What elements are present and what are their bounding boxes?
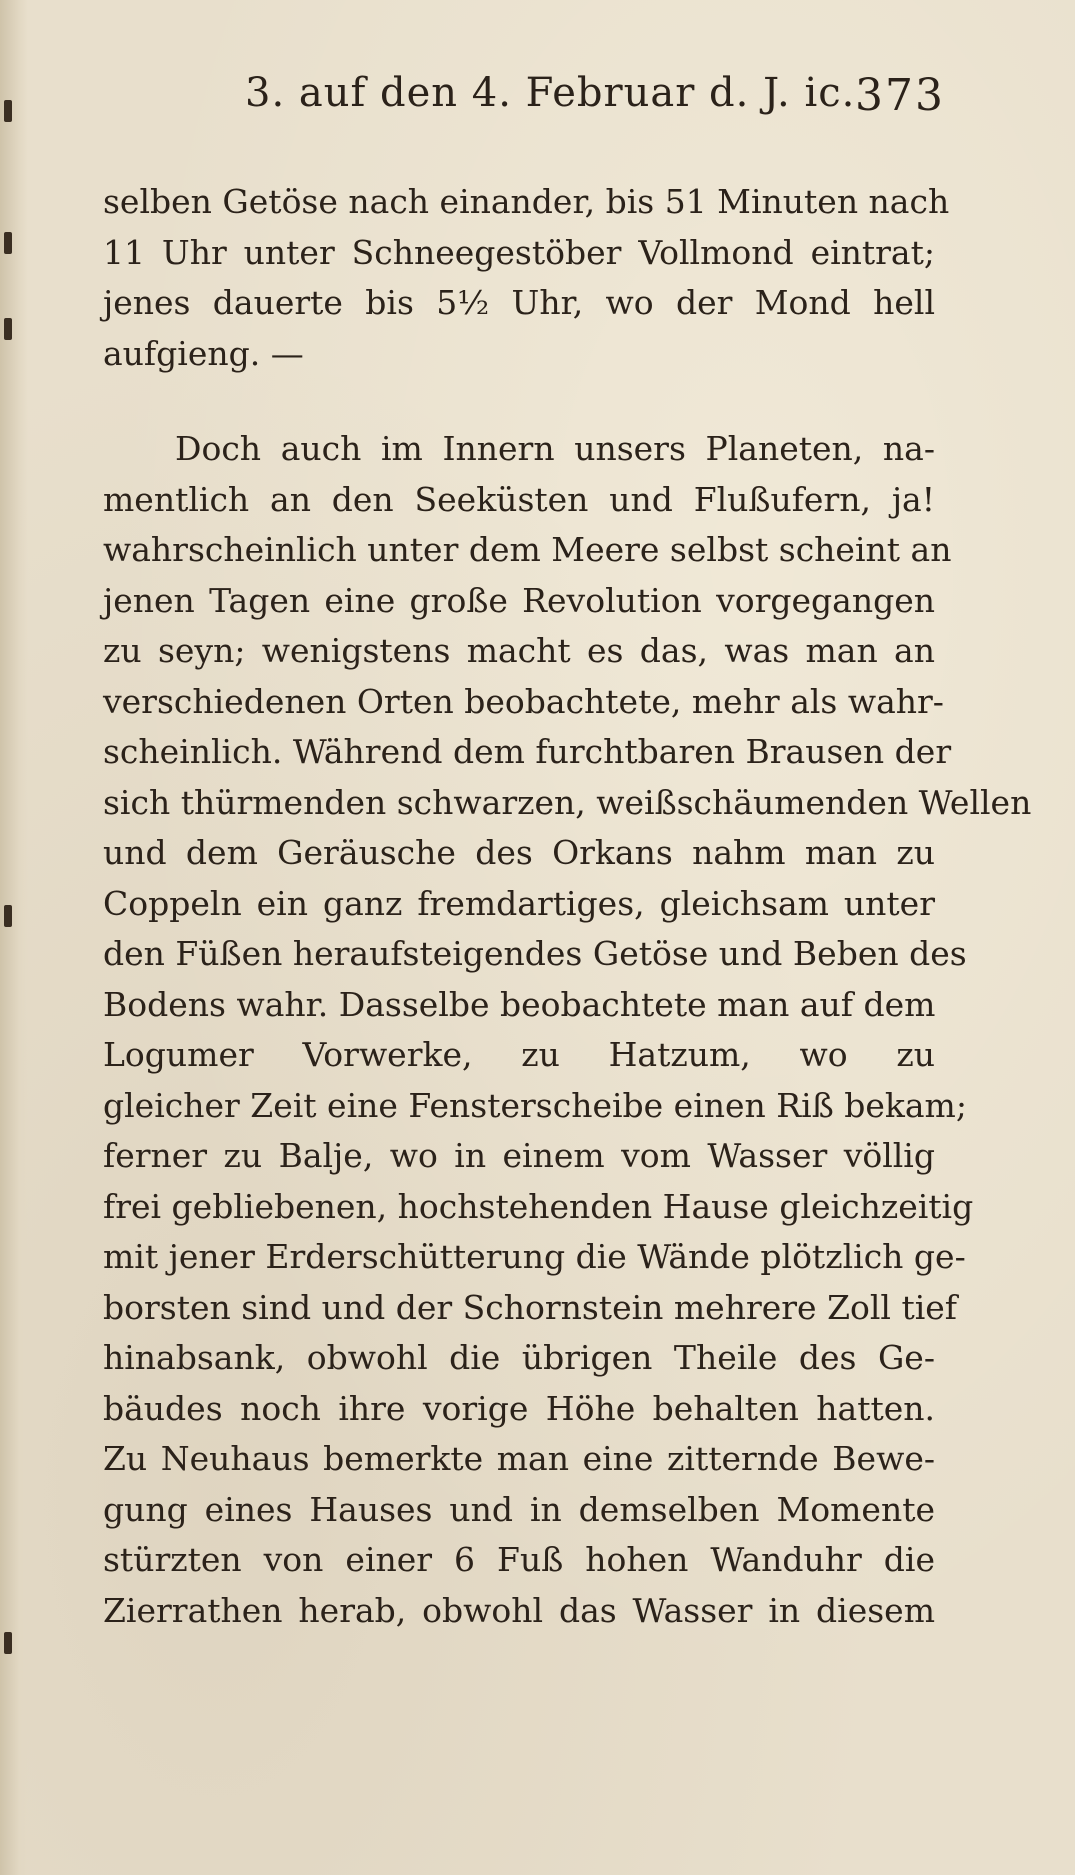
- binding-stitch: [4, 905, 12, 927]
- text-line: Logumer Vorwerke, zu Hatzum, wo zu: [103, 1035, 935, 1074]
- text-line: und dem Geräusche des Orkans nahm man zu: [103, 833, 935, 872]
- text-line: mentlich an den Seeküsten und Flußufern, ja!: [103, 479, 935, 519]
- text-line: Zu Neuhaus bemerkte man eine zitternde Bewe-: [103, 1439, 935, 1478]
- text-line: wahrscheinlich unter dem Meere selbst scheint an: [103, 530, 952, 569]
- page-number: 373: [855, 70, 945, 121]
- text-line: gleicher Zeit eine Fensterscheibe einen Riß bekam;: [103, 1085, 967, 1125]
- text-line: jenen Tagen eine große Revolution vorgegangen: [103, 580, 935, 620]
- text-line: stürzten von einer 6 Fuß hohen Wanduhr die: [103, 1540, 935, 1579]
- text-line: jenes dauerte bis 5½ Uhr, wo der Mond hell: [103, 283, 935, 322]
- text-line: hinabsank, obwohl die übrigen Theile des Ge-: [103, 1338, 935, 1377]
- binding-stitch: [4, 1632, 12, 1654]
- paragraph-gap: [103, 379, 935, 424]
- text-line: den Füßen heraufsteigendes Getöse und Beben des: [103, 934, 967, 973]
- text-line: aufgieng. —: [103, 333, 304, 373]
- text-line: gung eines Hauses und in demselben Momente: [103, 1489, 935, 1529]
- text-line: Coppeln ein ganz fremdartiges, gleichsam unter: [103, 883, 935, 923]
- binding-stitch: [4, 318, 12, 340]
- running-head: 3. auf den 4. Februar d. J. ic.: [245, 70, 856, 116]
- page-header: [245, 70, 945, 130]
- text-line: bäudes noch ihre vorige Höhe behalten hatten.: [103, 1388, 935, 1428]
- binding-stitch: [4, 232, 12, 254]
- text-line: mit jener Erderschütterung die Wände plötzlich ge-: [103, 1237, 966, 1276]
- text-line: ferner zu Balje, wo in einem vom Wasser völlig: [103, 1136, 935, 1175]
- text-line: scheinlich. Während dem furchtbaren Brausen der: [103, 732, 952, 771]
- text-line: frei gebliebenen, hochstehenden Hause gleichzeitig: [103, 1186, 974, 1226]
- body-text: [103, 177, 1032, 1636]
- text-line: Bodens wahr. Dasselbe beobachtete man auf dem: [103, 984, 936, 1024]
- text-line: selben Getöse nach einander, bis 51 Minuten nach: [103, 182, 950, 221]
- text-line: Zierrathen herab, obwohl das Wasser in diesem: [103, 1590, 935, 1630]
- text-line: Doch auch im Innern unsers Planeten, na-: [175, 429, 935, 468]
- text-line: 11 Uhr unter Schneegestöber Vollmond eintrat;: [103, 232, 935, 272]
- page-binding-edge: [0, 0, 28, 1875]
- text-line: verschiedenen Orten beobachtete, mehr als wahr-: [103, 681, 944, 721]
- text-line: borsten sind und der Schornstein mehrere Zoll tief: [103, 1287, 958, 1327]
- binding-stitch: [4, 100, 12, 122]
- text-line: sich thürmenden schwarzen, weißschäumenden Wellen: [103, 782, 1032, 822]
- text-line: zu seyn; wenigstens macht es das, was man an: [103, 631, 935, 670]
